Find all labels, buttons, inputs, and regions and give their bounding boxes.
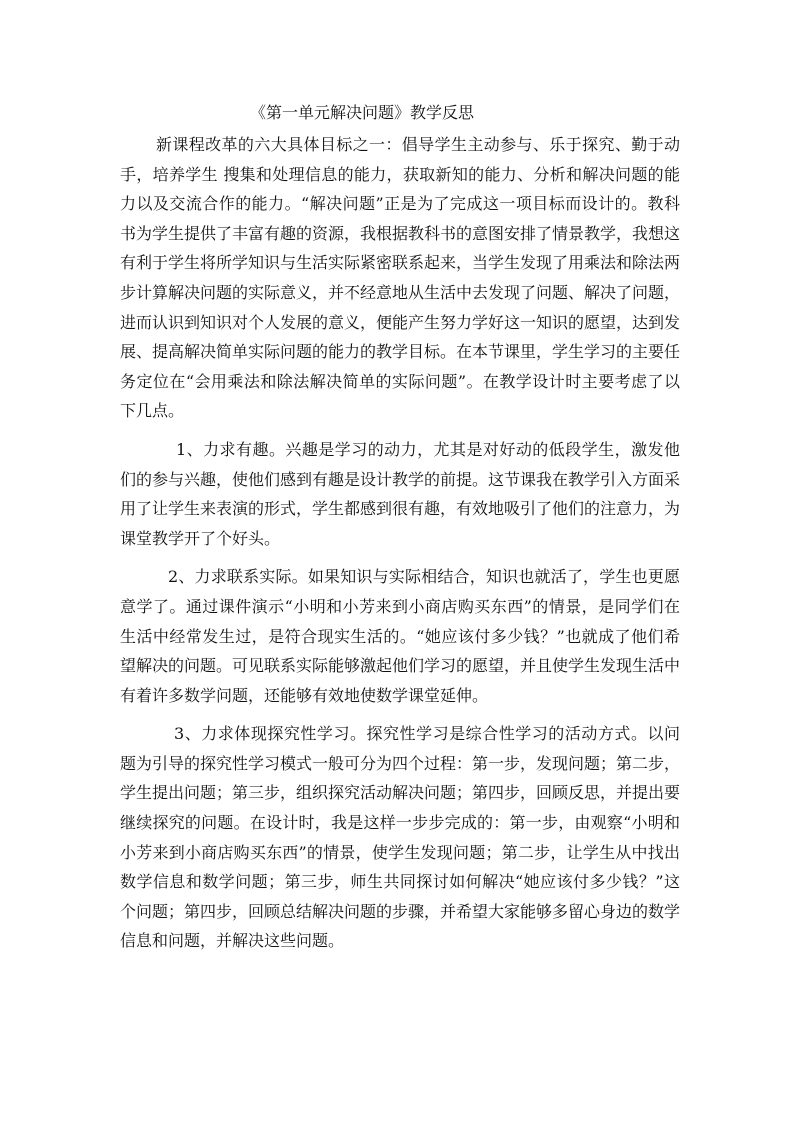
paragraph-intro: 新课程改革的六大具体目标之一：倡导学生主动参与、乐于探究、勤于动手，培养学生 搜集和处理信息的能力，获取新知的能力、分析和解决问题的能力以及交流合作的能力。“解决问题”正是为了完成这一项目标而设计的。教科书为学生提供了丰富有趣的资源，我根据教科书的意图安排了情景教学，我想这有利于学生将所学知识与生活实际紧密联系起来，当学生发现了用乘法和除法两步计算解决问题的实际意义，并不经意地从生活中去发现了问题、解决了问题，进而认识到知识对个人发展的意义，便能产生努力学好这一知识的愿望，达到发展、提高解决简单实际问题的能力的教学目标。在本节课里，学生学习的主要任务定位在“会用乘法和除法解决简单的实际问题”。在教学设计时主要考虑了以下几点。 xyxy=(120,135,681,421)
document-body xyxy=(120,130,680,965)
paragraph-point-3: 3、力求体现探究性学习。探究性学习是综合性学习的活动方式。以问题为引导的探究性学习模式一般可分为四个过程：第一步，发现问题；第二步，学生提出问题；第三步，组织探究活动解决问题；第四步，回顾反思，并提出要继续探究的问题。在设计时，我是这样一步步完成的：第一步，由观察“小明和小芳来到小商店购买东西”的情景，使学生发现问题；第二步，让学生从中找出数学信息和数学问题；第三步，师生共同探讨如何解决“她应该付多少钱？”这个问题；第四步，回顾总结解决问题的步骤，并希望大家能够多留心身边的数学信息和问题，并解决这些问题。 xyxy=(120,724,681,951)
paragraph-point-2: 2、力求联系实际。如果知识与实际相结合，知识也就活了，学生也更愿意学了。通过课件演示“小明和小芳来到小商店购买东西”的情景，是同学们在生活中经常发生过，是符合现实生活的。“她应该付多少钱？”也就成了他们希望解决的问题。可见联系实际能够激起他们学习的愿望，并且使学生发现生活中有着许多数学问题，还能够有效地使数学课堂延伸。 xyxy=(120,567,681,705)
paragraph-point-1: 1、力求有趣。兴趣是学习的动力，尤其是对好动的低段学生，激发他们的参与兴趣，使他们感到有趣是设计教学的前提。这节课我在教学引入方面采用了让学生来表演的形式，学生都感到很有趣，有效地吸引了他们的注意力，为课堂教学开了个好头。 xyxy=(120,439,681,548)
document-title: 《第一单元解决问题》教学反思 xyxy=(250,103,475,122)
